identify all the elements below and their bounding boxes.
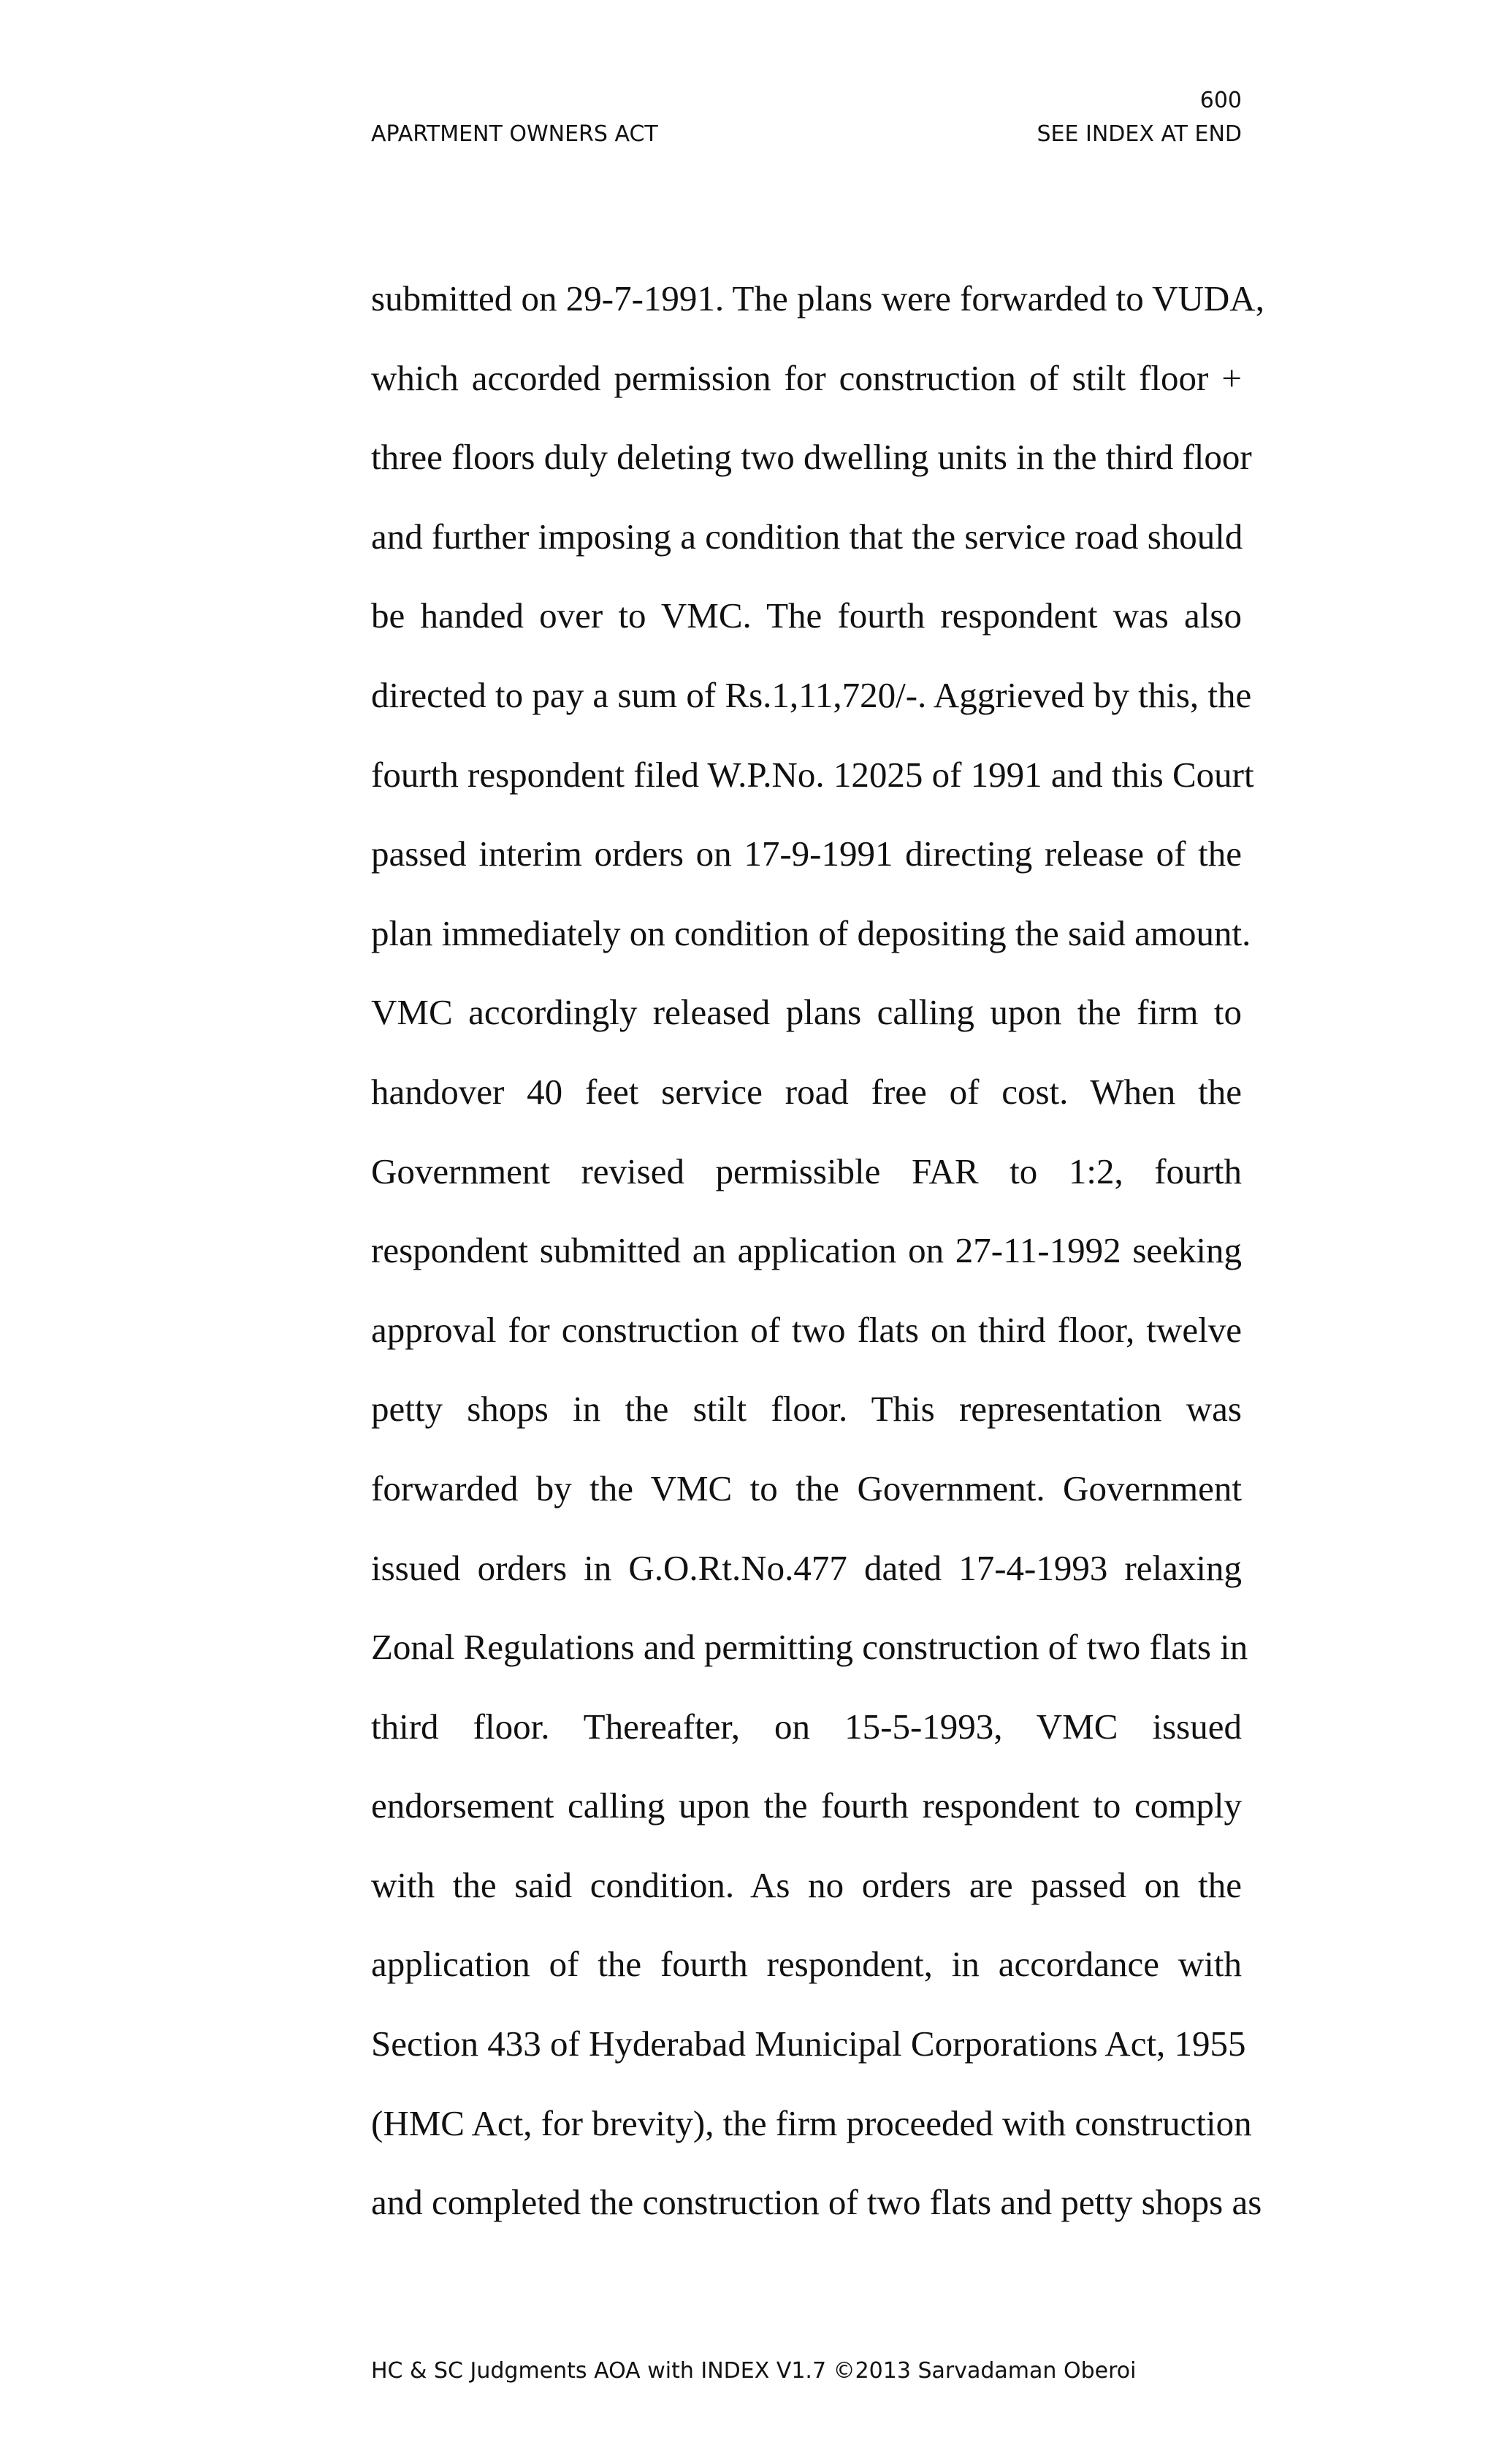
text-line: and completed the construction of two flats and petty shops as — [371, 2182, 1262, 2223]
text-line: passed interim orders on 17-9-1991 directing release of the — [371, 834, 1242, 874]
text-line: Zonal Regulations and permitting construction of two flats in — [371, 1627, 1248, 1668]
text-line: issued orders in G.O.Rt.No.477 dated 17-4-1993 relaxing — [371, 1547, 1242, 1588]
text-line: respondent submitted an application on 27-11-1992 seeking — [371, 1230, 1242, 1271]
text-line: fourth respondent filed W.P.No. 12025 of 1991 and this Court — [371, 754, 1254, 795]
text-line: with the said condition. As no orders are passed on the — [371, 1864, 1242, 1905]
text-line: directed to pay a sum of Rs.1,11,720/-. Aggrieved by this, the — [371, 674, 1252, 715]
text-line: which accorded permission for construction of stilt floor + — [371, 357, 1242, 398]
running-header — [371, 120, 1242, 149]
text-line: (HMC Act, for brevity), the firm proceeded with construction — [371, 2102, 1252, 2143]
footer-copyright: HC & SC Judgments AOA with INDEX V1.7 ©2013 Sarvadaman Oberoi — [371, 2358, 1137, 2384]
judgment-body-text — [371, 259, 1264, 2243]
header-title: APARTMENT OWNERS ACT — [371, 121, 658, 147]
text-line: three floors duly deleting two dwelling units in the third floor — [371, 437, 1252, 478]
text-line: plan immediately on condition of depositing the said amount. — [371, 912, 1251, 953]
text-line: approval for construction of two flats on third floor, twelve — [371, 1309, 1242, 1350]
text-line: VMC accordingly released plans calling upon the firm to — [371, 992, 1242, 1033]
page-number: 600 — [1199, 88, 1242, 113]
text-line: third floor. Thereafter, on 15-5-1993, VMC issued — [371, 1706, 1242, 1747]
text-line: endorsement calling upon the fourth respondent to comply — [371, 1785, 1242, 1826]
text-line: Section 433 of Hyderabad Municipal Corporations Act, 1955 — [371, 2024, 1246, 2064]
text-line: be handed over to VMC. The fourth respondent was also — [371, 595, 1242, 636]
text-line: handover 40 feet service road free of cost. When the — [371, 1071, 1242, 1112]
header-index-note: SEE INDEX AT END — [1037, 121, 1242, 147]
text-line: Government revised permissible FAR to 1:2, fourth — [371, 1151, 1242, 1191]
text-line: petty shops in the stilt floor. This representation was — [371, 1389, 1242, 1430]
text-line: application of the fourth respondent, in accordance with — [371, 1944, 1242, 1985]
text-line: submitted on 29-7-1991. The plans were forwarded to VUDA, — [371, 278, 1264, 319]
text-line: forwarded by the VMC to the Government. Government — [371, 1468, 1242, 1508]
text-line: and further imposing a condition that the service road should — [371, 516, 1243, 557]
